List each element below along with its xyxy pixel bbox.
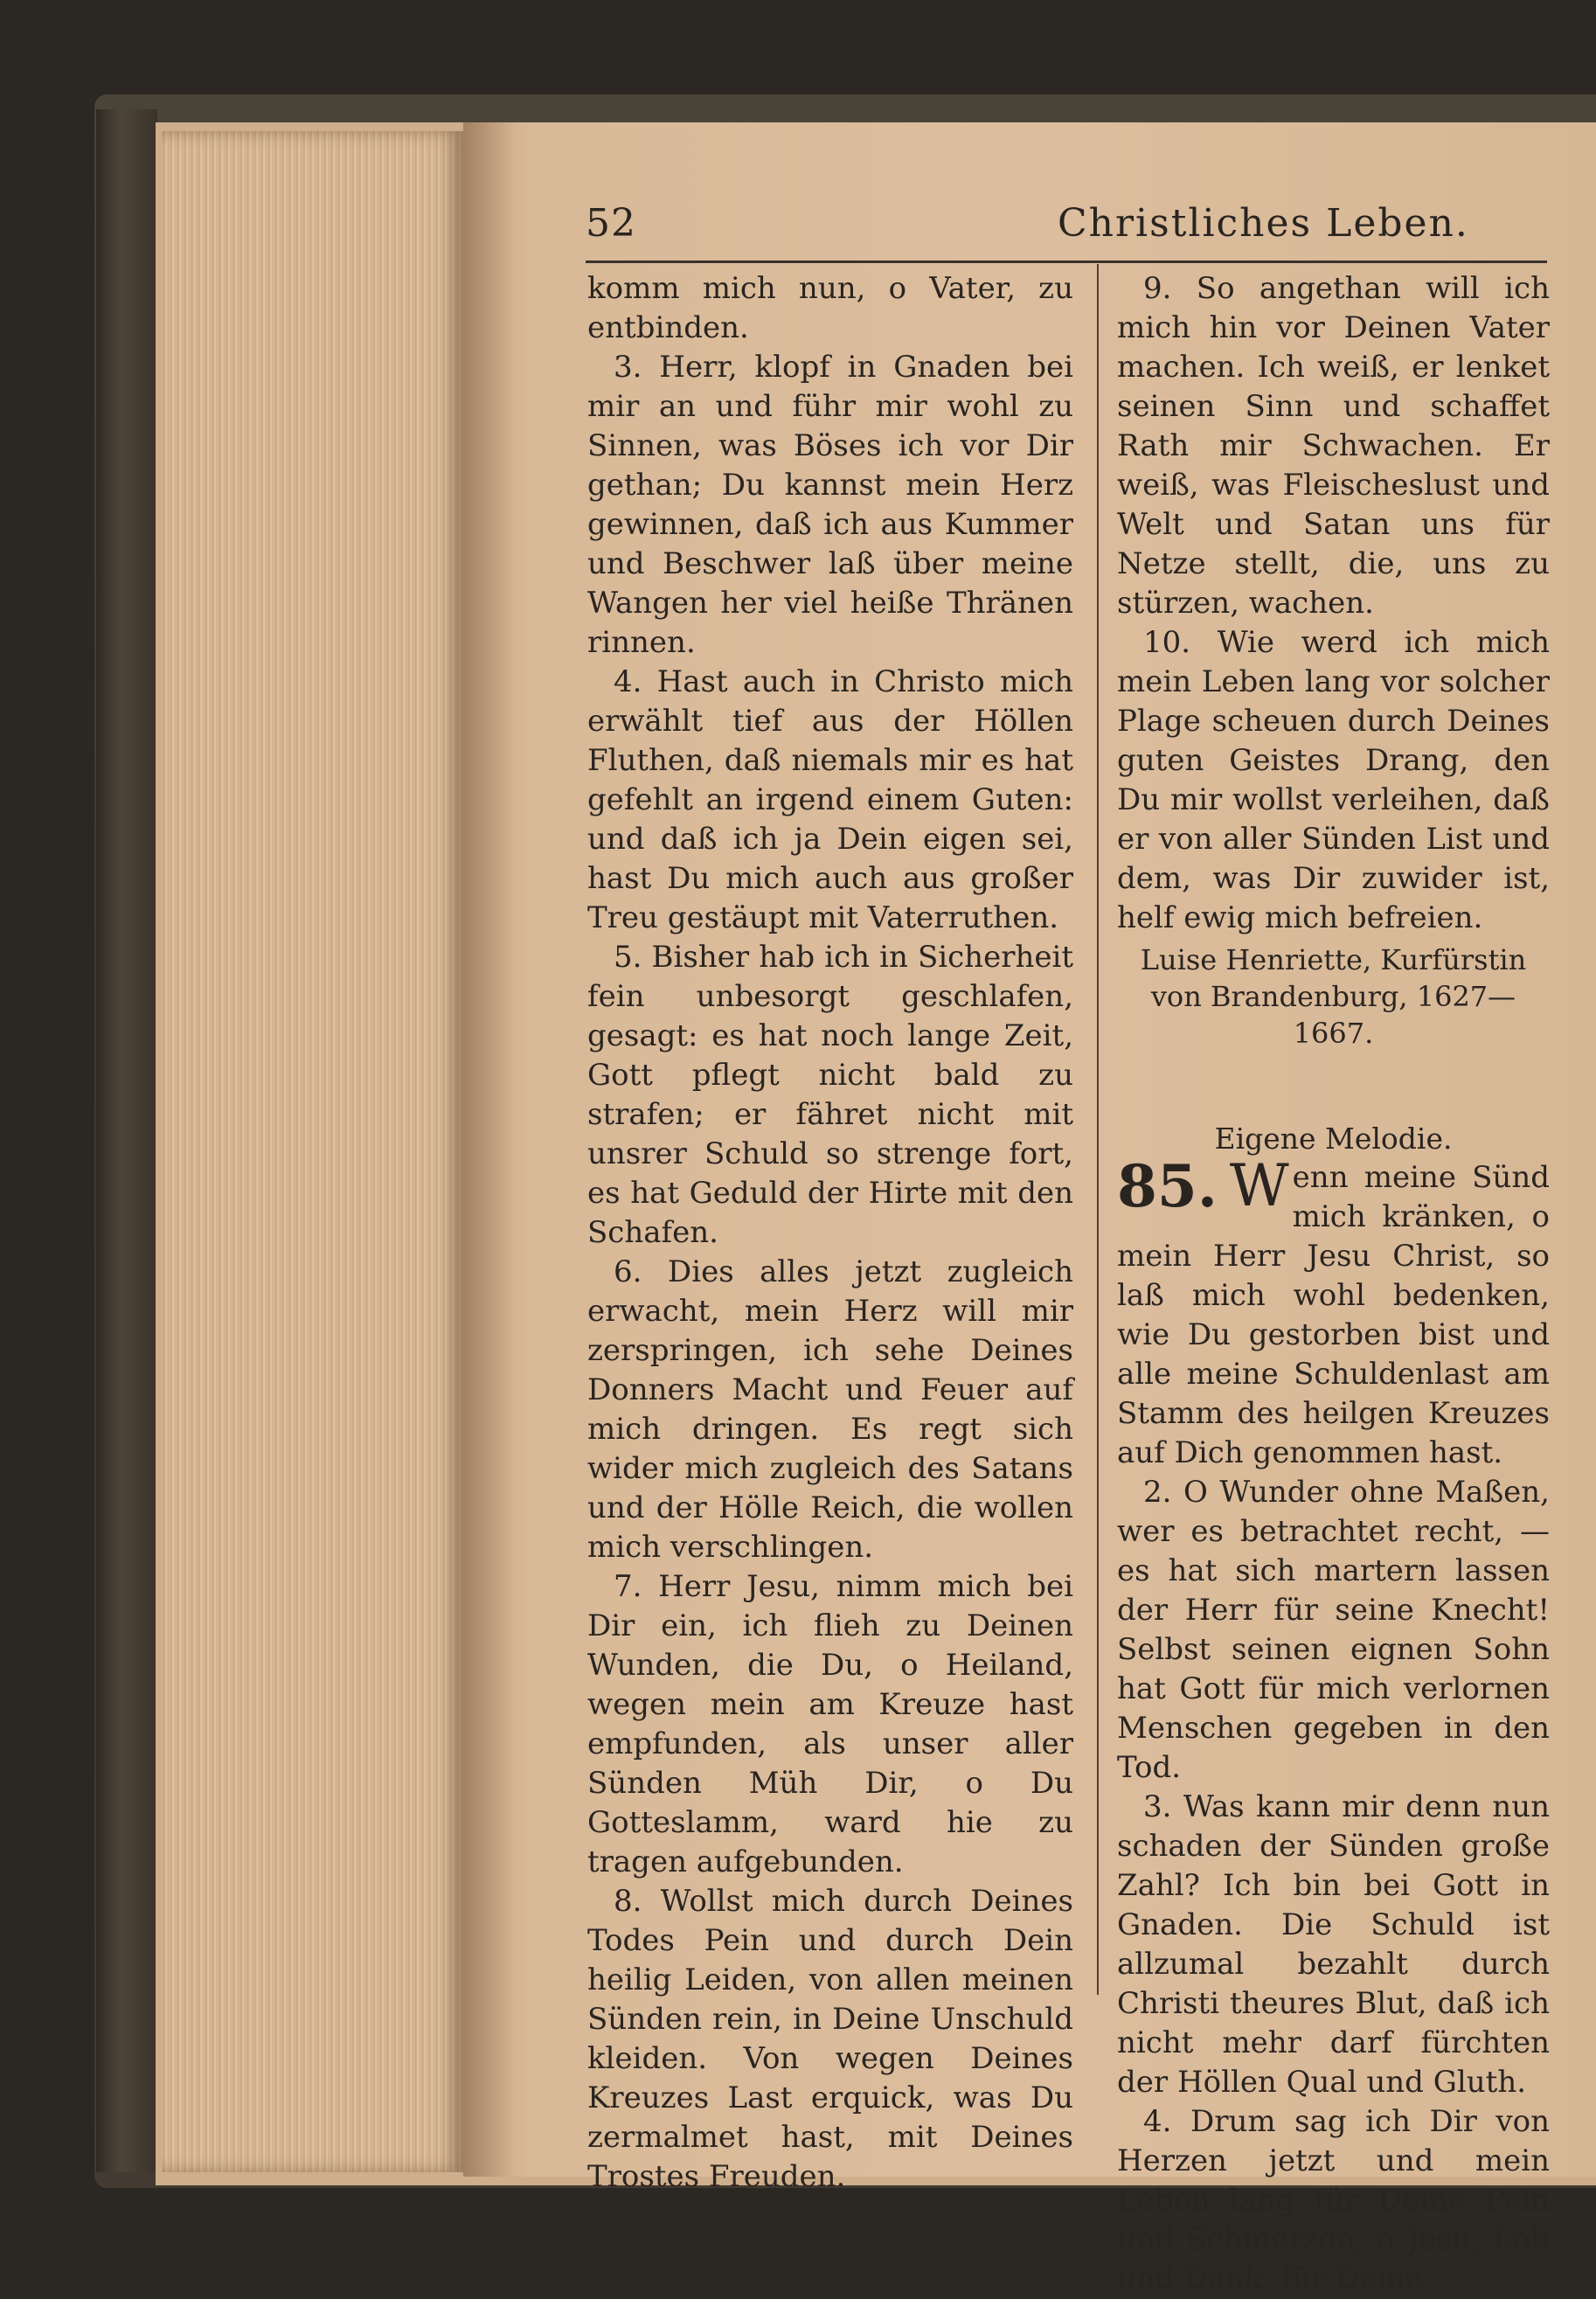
book-spine (96, 109, 157, 2172)
verse-paragraph: 3. Was kann mir denn nun schaden der Sünden große Zahl? Ich bin bei Gott in Gnaden. Die Schuld ist allzumal bezahlt durch Christi theures Blut, daß ich nicht mehr darf fürchten der Höllen Qual und Gluth. (1117, 1789, 1550, 2100)
hymn-85-first-verse (1117, 1152, 1550, 1473)
right-verses-after (1117, 1473, 1550, 2299)
melody-note: Eigene Melodie. (1214, 1122, 1453, 1156)
column-rule (1097, 264, 1099, 1995)
verse-paragraph: 4. Hast auch in Christo mich erwählt tief aus der Höllen Fluthen, daß niemals mir es hat gefehlt an irgend einem Guten: und daß ich ja Dein eigen sei, hast Du mich auch aus großer Treu gestäupt mit Vaterruthen. (587, 664, 1073, 935)
verse-paragraph: 10. Wie werd ich mich mein Leben lang vor solcher Plage scheuen durch Deines guten Geistes Drang, den Du mir wollst verleihen, daß er von aller Sünden List und dem, was Dir zuwider ist, helf ewig mich befreien. (1117, 625, 1550, 935)
left-column (587, 269, 1073, 2197)
verse-paragraph: 5. Bisher hab ich in Sicherheit fein unbesorgt geschlafen, gesagt: es hat noch lange Zeit, Gott pflegt nicht bald zu strafen; er fähret nicht mit unsrer Schuld so strenge fort, es hat Geduld der Hirte mit den Schafen. (587, 940, 1073, 1250)
page-edges-stack (162, 131, 463, 2172)
verse-paragraph: 3. Herr, klopf in Gnaden bei mir an und führ mir wohl zu Sinnen, was Böses ich vor Dir gethan; Du kannst mein Herz gewinnen, daß ich aus Kummer und Beschwer laß über meine Wangen her viel heiße Thränen rinnen. (587, 350, 1073, 660)
verse-paragraph: 4. Drum sag ich Dir von Herzen jetzt und mein Leben lang für Deine Pein und Schmerzen, o Jesu, Lob und Dank, für Deine (1117, 2104, 1550, 2296)
verse-paragraph: 2. O Wunder ohne Maßen, wer es betrachtet recht, — es hat sich martern lassen der Herr für seine Knecht! Selbst seinen eignen Sohn hat Gott für mich verlornen Menschen gegeben in den Tod. (1117, 1475, 1550, 1785)
hymn-number: 85. (1117, 1152, 1218, 1220)
verse-paragraph: 9. So angethan will ich mich hin vor Deinen Vater machen. Ich weiß, er lenket seinen Sinn und schaffet Rath mir Schwachen. Er weiß, was Fleischeslust und Welt und Satan uns für Netze stellt, die, uns zu stürzen, wachen. (1117, 271, 1550, 621)
hymn-attribution: Luise Henriette, Kurfürstin von Brandenburg, 1627—1667. (1140, 943, 1527, 1050)
running-head (586, 201, 1582, 262)
verse-paragraph: 7. Herr Jesu, nimm mich bei Dir ein, ich flieh zu Deinen Wunden, die Du, o Heiland, wegen mein am Kreuze hast empfunden, als unser aller Sünden Müh Dir, o Du Gotteslamm, ward hie zu tragen aufgebunden. (587, 1569, 1073, 1879)
running-head-title: Christliches Leben. (1058, 201, 1469, 246)
gutter-shadow (463, 122, 516, 2177)
hymn-first-text: enn meine Sünd mich kränken, o mein Herr Jesu Christ, so laß mich wohl bedenken, wie Du gestorben bist und alle meine Schuldenlast am Stamm des heilgen Kreuzes auf Dich genommen hast. (1117, 1160, 1550, 1470)
right-column (1117, 269, 1550, 2299)
book-page (463, 122, 1596, 2296)
verse-paragraph: 6. Dies alles jetzt zugleich erwacht, mein Herz will mir zerspringen, ich sehe Deines Donners Macht und Feuer auf mich dringen. Es regt sich wider mich zugleich des Satans und der Hölle Reich, die wollen mich verschlingen. (587, 1254, 1073, 1565)
verse-paragraph: komm mich nun, o Vater, zu entbinden. (587, 271, 1073, 345)
head-rule (586, 260, 1547, 263)
verse-paragraph: 8. Wollst mich durch Deines Todes Pein und durch Dein heilig Leiden, von allen meinen Sünden rein, in Deine Unschuld kleiden. Von wegen Deines Kreuzes Last erquick, was Du zermalmet hast, mit Deines Trostes Freuden. (587, 1884, 1073, 2194)
page-number: 52 (586, 201, 636, 246)
hymn-initial: W (1229, 1152, 1289, 1219)
right-verses-before (1117, 269, 1550, 938)
